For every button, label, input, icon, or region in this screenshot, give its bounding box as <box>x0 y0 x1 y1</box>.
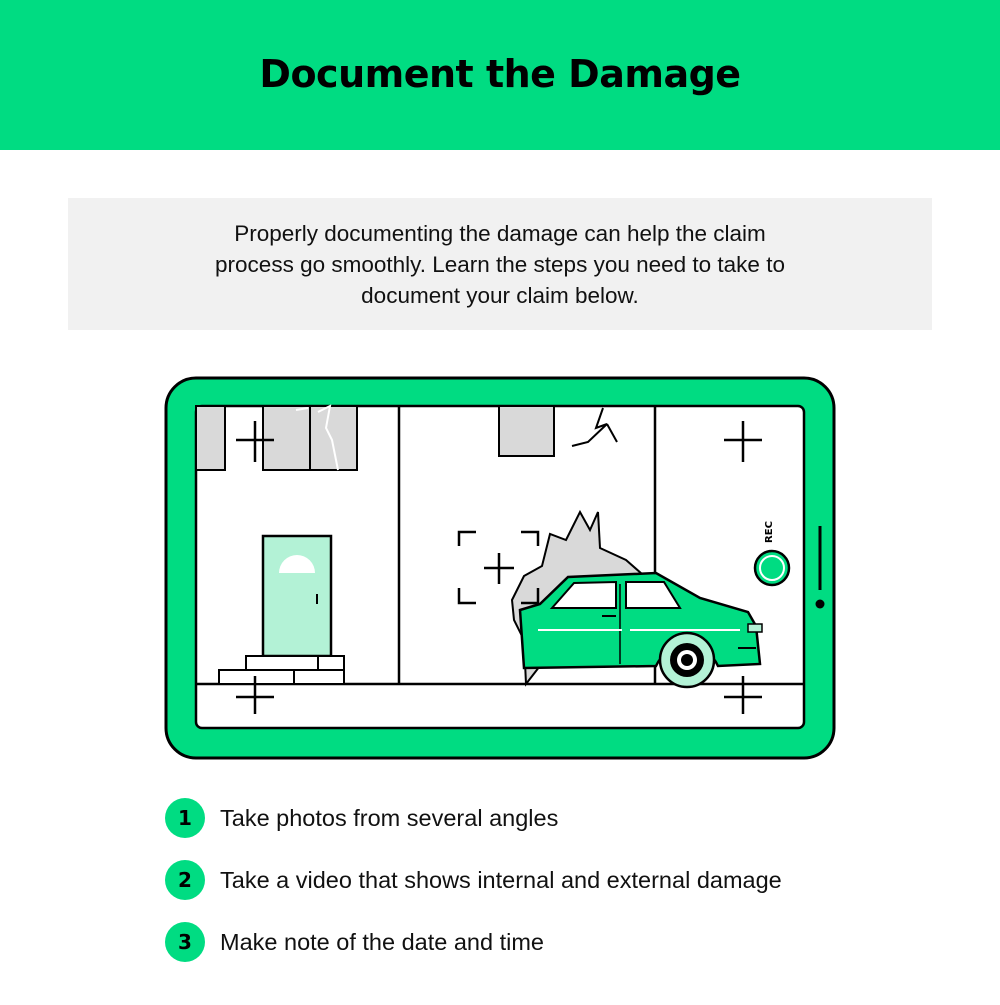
phone-frame-icon <box>0 370 1000 770</box>
step-text: Make note of the date and time <box>220 928 544 955</box>
step-text: Take photos from several angles <box>220 804 559 831</box>
phone-illustration <box>0 370 1000 770</box>
intro-box <box>68 198 932 330</box>
intro-text: Properly documenting the damage can help the claim process go smoothly. Learn the steps you need to take to document your claim below. <box>215 220 785 308</box>
list-item <box>165 860 945 900</box>
header-banner <box>0 0 1000 150</box>
window-icon <box>196 406 357 470</box>
list-item <box>165 922 945 962</box>
step-number-badge: 3 <box>165 922 205 962</box>
step-number-badge: 2 <box>165 860 205 900</box>
page-title: Document the Damage <box>259 52 741 96</box>
step-number-badge: 1 <box>165 798 205 838</box>
steps-list <box>165 798 945 984</box>
list-item <box>165 798 945 838</box>
rec-label: REC <box>764 521 775 543</box>
step-text: Take a video that shows internal and external damage <box>220 866 782 893</box>
